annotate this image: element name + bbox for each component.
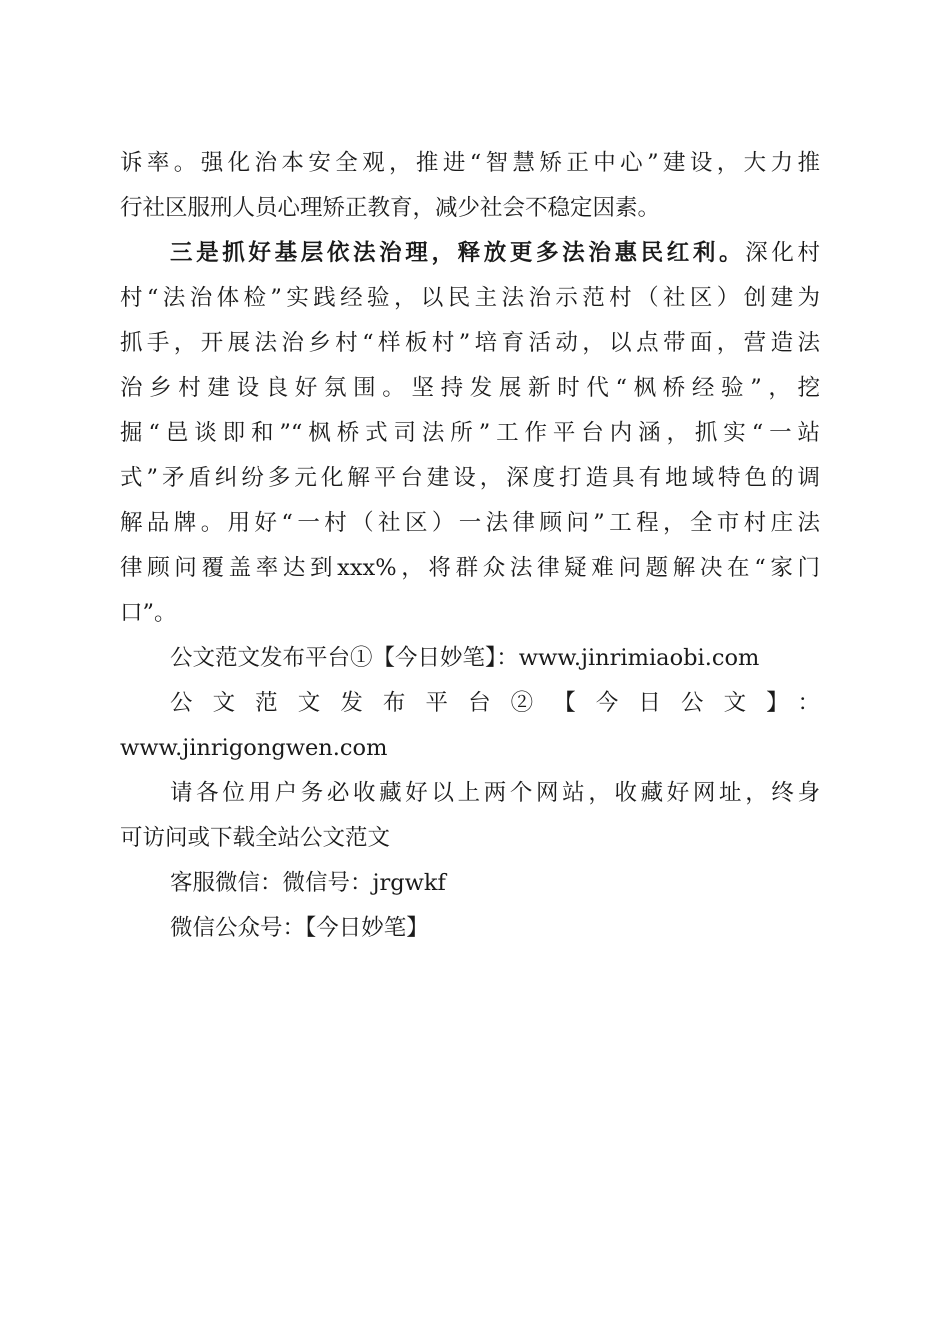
- paragraph-continuation-line-1: 诉率。强化治本安全观，推进“智慧矫正中心”建设，大力推: [120, 150, 820, 176]
- platform-two-line-1: 公文范文发布平台②【今日公文】：: [170, 690, 820, 716]
- official-account-line: 微信公众号：【今日妙笔】: [170, 915, 429, 941]
- platform-two-url: www.jinrigongwen.com: [120, 735, 388, 761]
- paragraph-continuation-line-2: 行社区服刑人员心理矫正教育，减少社会不稳定因素。: [120, 195, 661, 221]
- paragraph-three-line-6: 式”矛盾纠纷多元化解平台建设，深度打造具有地域特色的调: [120, 465, 820, 491]
- paragraph-three-line-4: 治乡村建设良好氛围。坚持发展新时代“枫桥经验”，挖: [120, 375, 820, 401]
- paragraph-three-line-9: 口”。: [120, 600, 177, 626]
- paragraph-three-line-1-rest: 深化村: [745, 240, 820, 266]
- bookmark-note-line-1: 请各位用户务必收藏好以上两个网站，收藏好网址，终身: [170, 780, 820, 806]
- customer-service-line: 客服微信：微信号：jrgwkf: [170, 870, 446, 896]
- paragraph-three-line-8: 律顾问覆盖率达到xxx%，将群众法律疑难问题解决在“家门: [120, 555, 820, 581]
- bookmark-note-line-2: 可访问或下载全站公文范文: [120, 825, 391, 851]
- paragraph-three-line-3: 抓手，开展法治乡村“样板村”培育活动，以点带面，营造法: [120, 330, 820, 356]
- paragraph-three-line-1: [170, 238, 820, 268]
- paragraph-three-line-2: 村“法治体检”实践经验，以民主法治示范村（社区）创建为: [120, 285, 820, 311]
- paragraph-three-line-7: 解品牌。用好“一村（社区）一法律顾问”工程，全市村庄法: [120, 510, 820, 536]
- platform-one-line: 公文范文发布平台①【今日妙笔】：www.jinrimiaobi.com: [170, 645, 760, 671]
- paragraph-three-heading: 三是抓好基层依法治理，释放更多法治惠民红利。: [170, 240, 746, 266]
- paragraph-three-line-5: 掘“邑谈即和”“枫桥式司法所”工作平台内涵，抓实“一站: [120, 420, 820, 446]
